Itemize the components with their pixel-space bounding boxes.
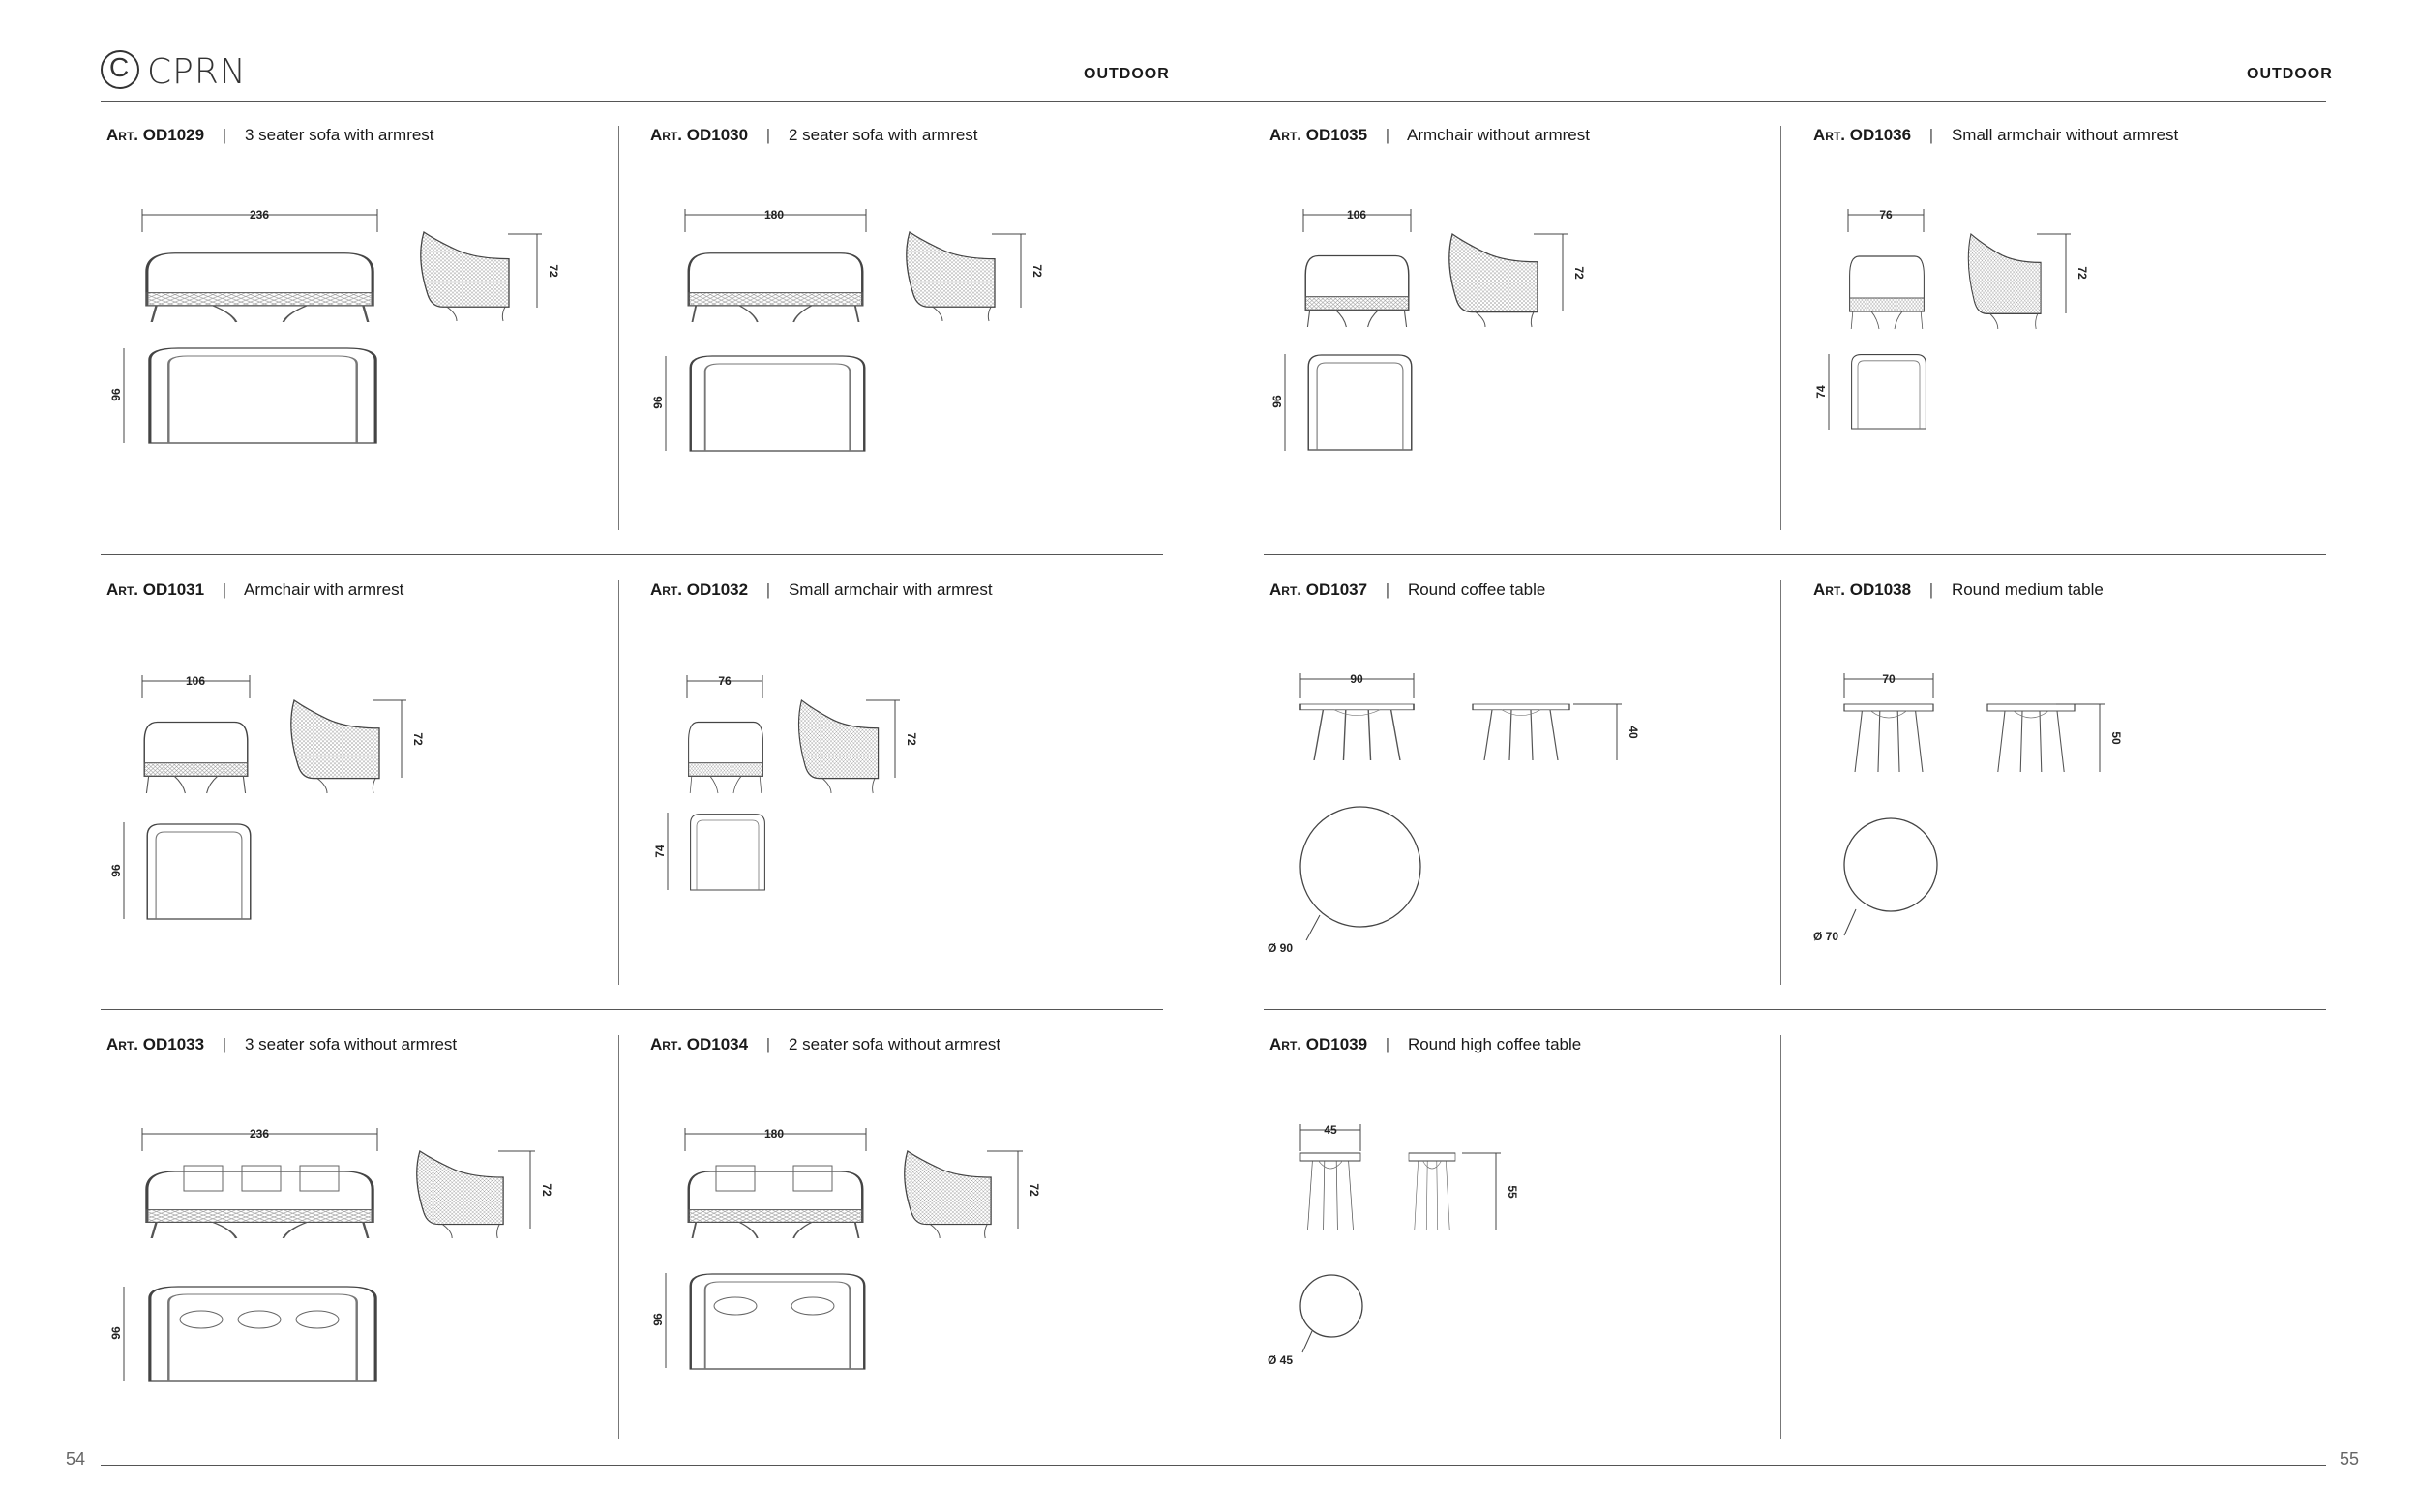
dim-height: 72 — [2076, 266, 2089, 280]
dim-width: 106 — [185, 674, 206, 688]
product-title-od1033 — [106, 1035, 457, 1054]
footer-rule — [101, 1465, 2326, 1466]
page-number-right: 55 — [2340, 1449, 2360, 1468]
product-description: 2 seater sofa with armrest — [788, 126, 978, 144]
header-rule — [101, 101, 2326, 102]
article-prefix: Art. — [1269, 580, 1301, 599]
logo-c-icon: C — [109, 52, 130, 82]
product-code: OD1032 — [686, 580, 749, 599]
dim-depth: 96 — [109, 864, 123, 877]
product-title-od1029 — [106, 126, 434, 145]
dim-height: 72 — [1028, 1183, 1041, 1197]
drawing-od1037 — [1264, 660, 1651, 969]
product-description: Small armchair with armrest — [788, 580, 993, 599]
separator: | — [1385, 580, 1390, 599]
dim-depth: 74 — [653, 845, 667, 858]
separator: | — [222, 126, 227, 144]
product-code: OD1039 — [1305, 1035, 1368, 1053]
product-description: Armchair without armrest — [1407, 126, 1590, 144]
product-title-od1038 — [1813, 580, 2104, 600]
col-divider — [618, 126, 619, 530]
drawing-od1034 — [651, 1112, 1045, 1393]
col-divider — [618, 1035, 619, 1439]
separator: | — [1928, 126, 1934, 144]
col-divider — [1780, 580, 1781, 985]
row-divider-right-2 — [1264, 1009, 2326, 1010]
drawing-od1031 — [109, 660, 455, 931]
article-prefix: Art. — [1813, 580, 1845, 599]
separator: | — [765, 1035, 771, 1053]
brand-logo — [101, 48, 247, 95]
dim-width: 90 — [1350, 672, 1363, 686]
product-code: OD1038 — [1849, 580, 1912, 599]
dim-diameter: Ø 45 — [1268, 1353, 1294, 1367]
separator: | — [1385, 126, 1390, 144]
product-description: Small armchair without armrest — [1951, 126, 2179, 144]
dim-width: 180 — [763, 208, 785, 222]
drawing-od1032 — [653, 660, 948, 911]
separator: | — [1928, 580, 1934, 599]
product-description: 3 seater sofa without armrest — [244, 1035, 458, 1053]
article-prefix: Art. — [650, 126, 682, 144]
product-description: Round coffee table — [1407, 580, 1546, 599]
page-number-left: 54 — [66, 1449, 86, 1468]
product-code: OD1035 — [1305, 126, 1368, 144]
article-prefix: Art. — [106, 126, 138, 144]
drawing-od1029 — [109, 193, 560, 464]
row-divider-left-1 — [101, 554, 1163, 555]
dim-depth: 96 — [651, 396, 665, 409]
separator: | — [765, 580, 771, 599]
product-code: OD1030 — [686, 126, 749, 144]
dim-diameter: Ø 90 — [1268, 941, 1294, 955]
dim-depth: 96 — [651, 1313, 665, 1326]
product-description: Round high coffee table — [1407, 1035, 1582, 1053]
dim-width: 236 — [249, 1127, 270, 1141]
dim-height: 72 — [1030, 264, 1044, 278]
drawing-od1038 — [1809, 660, 2138, 969]
product-description: Armchair with armrest — [244, 580, 404, 599]
product-code: OD1037 — [1305, 580, 1368, 599]
dim-width: 180 — [763, 1127, 785, 1141]
dim-height: 72 — [905, 732, 918, 746]
dim-width: 76 — [718, 674, 732, 688]
product-code: OD1033 — [142, 1035, 205, 1053]
drawing-od1033 — [109, 1112, 553, 1393]
product-code: OD1034 — [686, 1035, 749, 1053]
col-divider — [618, 580, 619, 985]
dim-width: 106 — [1346, 208, 1367, 222]
separator: | — [222, 580, 227, 599]
row-divider-left-2 — [101, 1009, 1163, 1010]
product-code: OD1036 — [1849, 126, 1912, 144]
drawing-od1035 — [1270, 193, 1645, 464]
product-title-od1037 — [1269, 580, 1545, 600]
drawing-od1039 — [1264, 1112, 1554, 1374]
dim-height: 72 — [540, 1183, 553, 1197]
drawing-od1036 — [1814, 193, 2109, 445]
drawing-od1030 — [651, 193, 1045, 464]
separator: | — [1385, 1035, 1390, 1053]
product-code: OD1031 — [142, 580, 205, 599]
dim-height: 72 — [411, 732, 425, 746]
dim-height: 72 — [1572, 266, 1586, 280]
dim-width: 70 — [1882, 672, 1896, 686]
product-title-od1039 — [1269, 1035, 1581, 1054]
article-prefix: Art. — [106, 580, 138, 599]
separator: | — [765, 126, 771, 144]
dim-width: 45 — [1324, 1123, 1337, 1137]
dim-height: 72 — [547, 264, 560, 278]
product-title-od1031 — [106, 580, 403, 600]
section-title-right: OUTDOOR — [2247, 66, 2333, 82]
logo-text: CPRN — [147, 52, 247, 92]
product-description: Round medium table — [1951, 580, 2104, 599]
dim-depth: 96 — [109, 388, 123, 401]
product-description: 3 seater sofa with armrest — [244, 126, 434, 144]
dim-height: 40 — [1627, 726, 1640, 739]
dim-width: 236 — [249, 208, 270, 222]
col-divider — [1780, 126, 1781, 530]
dim-depth: 96 — [1270, 395, 1284, 408]
product-title-od1036 — [1813, 126, 2178, 145]
separator: | — [222, 1035, 227, 1053]
product-title-od1032 — [650, 580, 993, 600]
product-title-od1034 — [650, 1035, 1000, 1054]
article-prefix: Art. — [650, 580, 682, 599]
product-description: 2 seater sofa without armrest — [788, 1035, 1001, 1053]
col-divider — [1780, 1035, 1781, 1439]
dim-depth: 74 — [1814, 385, 1828, 399]
dim-height: 50 — [2109, 731, 2123, 745]
article-prefix: Art. — [1269, 1035, 1301, 1053]
product-code: OD1029 — [142, 126, 205, 144]
dim-depth: 96 — [109, 1326, 123, 1340]
product-title-od1035 — [1269, 126, 1590, 145]
article-prefix: Art. — [106, 1035, 138, 1053]
row-divider-right-1 — [1264, 554, 2326, 555]
dim-height: 55 — [1506, 1185, 1519, 1199]
product-title-od1030 — [650, 126, 978, 145]
section-title-left: OUTDOOR — [1084, 66, 1170, 82]
dim-diameter: Ø 70 — [1813, 930, 1839, 943]
dim-width: 76 — [1879, 208, 1893, 222]
article-prefix: Art. — [1813, 126, 1845, 144]
article-prefix: Art. — [650, 1035, 682, 1053]
article-prefix: Art. — [1269, 126, 1301, 144]
